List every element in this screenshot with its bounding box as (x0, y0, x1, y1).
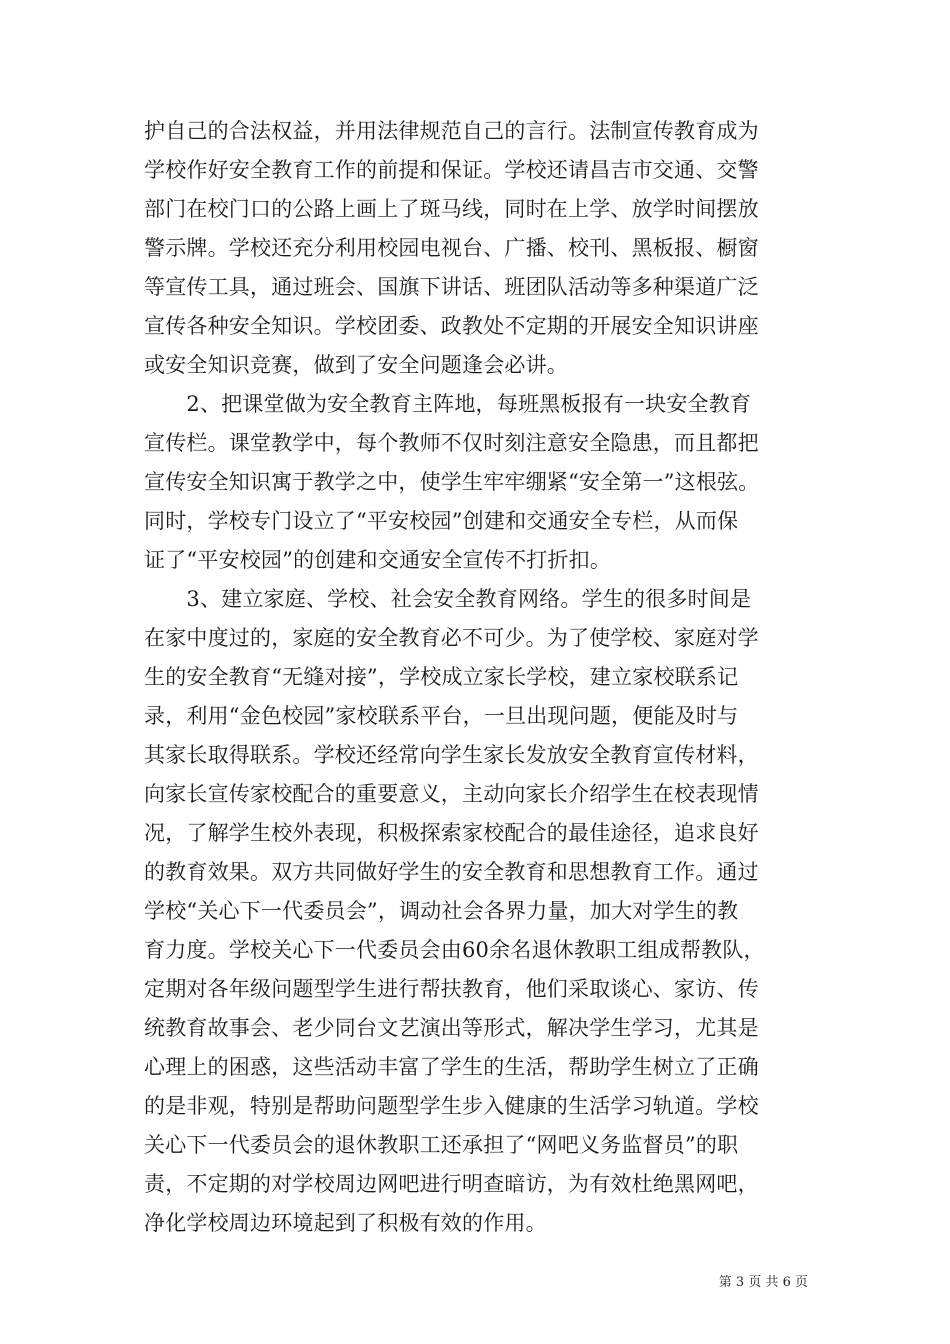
text-line: 宣传安全知识寓于教学之中，使学生牢牢绷紧“安全第一”这根弦。 (144, 470, 760, 494)
text-line: 警示牌。学校还充分利用校园电视台、广播、校刊、黑板报、橱窗 (144, 236, 759, 260)
text-line: 统教育故事会、老少同台文艺演出等形式，解决学生学习，尤其是 (144, 1016, 759, 1040)
text-line: 宣传各种安全知识。学校团委、政教处不定期的开展安全知识讲座 (144, 314, 759, 338)
body-text (144, 112, 814, 1243)
text-line: 育力度。学校关心下一代委员会由60余名退休教职工组成帮教队， (144, 938, 765, 962)
text-line: 3、建立家庭、学校、社会安全教育网络。学生的很多时间是 (144, 587, 752, 611)
text-line: 等宣传工具，通过班会、国旗下讲话、班团队活动等多种渠道广泛 (144, 275, 759, 299)
text-line: 宣传栏。课堂教学中，每个教师不仅时刻注意安全隐患，而且都把 (144, 431, 759, 455)
text-line: 同时，学校专门设立了“平安校园”创建和交通安全专栏，从而保 (144, 509, 739, 533)
text-line: 录，利用“金色校园”家校联系平台，一旦出现问题，便能及时与 (144, 704, 739, 728)
text-line: 2、把课堂做为安全教育主阵地，每班黑板报有一块安全教育 (144, 392, 752, 416)
text-line: 护自己的合法权益，并用法律规范自己的言行。法制宣传教育成为 (144, 119, 759, 143)
text-line: 心理上的困惑，这些活动丰富了学生的生活，帮助学生树立了正确 (144, 1055, 759, 1079)
page-number: 第 3 页 共 6 页 (718, 1275, 808, 1290)
text-line: 况，了解学生校外表现，积极探索家校配合的最佳途径，追求良好 (144, 821, 759, 845)
text-line: 学校作好安全教育工作的前提和保证。学校还请昌吉市交通、交警 (144, 158, 759, 182)
text-line: 学校“关心下一代委员会”，调动社会各界力量，加大对学生的教 (144, 899, 739, 923)
text-line: 部门在校门口的公路上画上了斑马线，同时在上学、放学时间摆放 (144, 197, 759, 221)
text-line: 关心下一代委员会的退休教职工还承担了“网吧义务监督员”的职 (144, 1133, 739, 1157)
text-line: 定期对各年级问题型学生进行帮扶教育，他们采取谈心、家访、传 (144, 977, 759, 1001)
text-line: 的教育效果。双方共同做好学生的安全教育和思想教育工作。通过 (144, 860, 759, 884)
text-line: 净化学校周边环境起到了积极有效的作用。 (144, 1211, 547, 1235)
text-line: 在家中度过的，家庭的安全教育必不可少。为了使学校、家庭对学 (144, 626, 759, 650)
text-line: 的是非观，特别是帮助问题型学生步入健康的生活学习轨道。学校 (144, 1094, 759, 1118)
text-line: 生的安全教育“无缝对接”，学校成立家长学校，建立家校联系记 (144, 665, 739, 689)
text-line: 其家长取得联系。学校还经常向学生家长发放安全教育宣传材料， (144, 743, 759, 767)
text-line: 或安全知识竞赛，做到了安全问题逢会必讲。 (144, 353, 568, 377)
text-line: 责，不定期的对学校周边网吧进行明查暗访，为有效杜绝黑网吧， (144, 1172, 759, 1196)
text-line: 向家长宣传家校配合的重要意义，主动向家长介绍学生在校表现情 (144, 782, 759, 806)
text-line: 证了“平安校园”的创建和交通安全宣传不打折扣。 (144, 548, 612, 572)
